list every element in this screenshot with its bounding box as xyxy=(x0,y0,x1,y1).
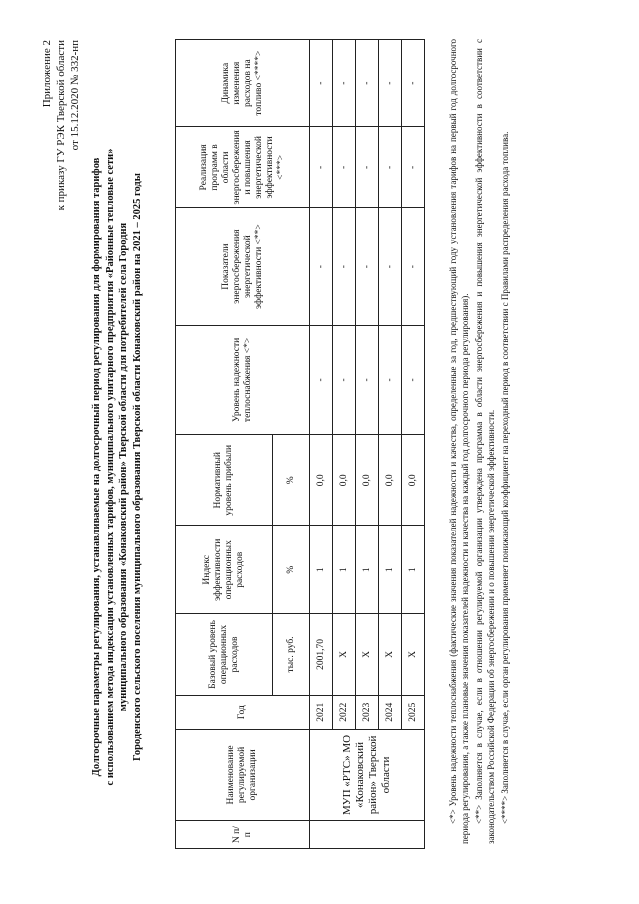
cell-profit: 0,0 xyxy=(310,435,333,526)
cell-year: 2021 xyxy=(310,695,333,729)
cell-reliability: - xyxy=(402,325,425,434)
cell-profit: 0,0 xyxy=(356,435,379,526)
cell-fuel: - xyxy=(310,40,333,127)
cell-org-name: МУП «РТС» МО «Конаковский район» Тверской области xyxy=(310,729,425,821)
header-year: Год xyxy=(176,695,310,729)
title-line: муниципального образования «Конаковский район» Тверской области для потребителей села Городня xyxy=(118,222,129,712)
cell-base: 2001,70 xyxy=(310,614,333,696)
cell-base: Х xyxy=(333,614,356,696)
cell-fuel: - xyxy=(379,40,402,127)
cell-index: 1 xyxy=(402,526,425,614)
header-program: Реализация программ в области энергосбережения и повышения энергетической эффективности <***> xyxy=(176,127,310,208)
cell-year: 2022 xyxy=(333,695,356,729)
header-base: Базовый уровень операционных расходов xyxy=(176,614,273,696)
header-reliability: Уровень надежности теплоснабжения <*> xyxy=(176,325,310,434)
table-header-row xyxy=(176,40,273,849)
cell-energy: - xyxy=(356,208,379,325)
cell-program: - xyxy=(356,127,379,208)
table-row xyxy=(356,40,379,849)
cell-reliability: - xyxy=(333,325,356,434)
cell-energy: - xyxy=(402,208,425,325)
appendix-line: Приложение 2 xyxy=(41,40,53,108)
document-title xyxy=(90,110,144,824)
header-index: Индекс эффективности операционных расходов xyxy=(176,526,273,614)
cell-index: 1 xyxy=(356,526,379,614)
title-line: Городенского сельского поселения муниципального образования Тверской области Конаковский район на 2021 – 2025 годы xyxy=(131,173,143,761)
cell-base: Х xyxy=(402,614,425,696)
cell-index: 1 xyxy=(333,526,356,614)
cell-program: - xyxy=(310,127,333,208)
header-energy: Показатели энергосбережения энергетической эффективности <**> xyxy=(176,208,310,325)
cell-reliability: - xyxy=(379,325,402,434)
cell-year: 2023 xyxy=(356,695,379,729)
cell-year: 2025 xyxy=(402,695,425,729)
cell-base: Х xyxy=(356,614,379,696)
appendix-block xyxy=(40,40,82,280)
footnote: <****> Заполняется в случае, если орган регулирования применяет понижающий коэффициент на переходный период в соответствии с Правилами распределения расхода топлива. xyxy=(500,131,510,824)
footnote: <**> Заполняется в случае, если в отношении регулируемой организации утверждена программа в области энергосбережения и повышения энергетической эффективности в соответствии с законодательством Российской Федерации об энергосбережении и о повышении энергетической эффективности. xyxy=(474,39,496,844)
cell-year: 2024 xyxy=(379,695,402,729)
unit-index: % xyxy=(273,526,310,614)
cell-energy: - xyxy=(310,208,333,325)
table-row xyxy=(333,40,356,849)
header-org: Наименование регулируемой организации xyxy=(176,729,310,821)
cell-profit: 0,0 xyxy=(333,435,356,526)
title-line: с использованием метода индексации установленных тарифов, муниципального унитарного предприятия «Районные тепловые сети» xyxy=(104,148,116,786)
cell-reliability: - xyxy=(356,325,379,434)
cell-index: 1 xyxy=(379,526,402,614)
table-row xyxy=(402,40,425,849)
footnotes xyxy=(448,39,515,844)
header-profit: Нормативный уровень прибыли xyxy=(176,435,273,526)
header-fuel: Динамика изменения расходов на топливо <****> xyxy=(176,40,310,127)
footnote: <*> Уровень надежности теплоснабжения (фактические значения показателей надежности и качества, определенные за год, предшествующий году установления тарифов на первый год долгосрочного периода регулирования, а также плановые значения показателей надежности и качества на каждый год долгосрочного периода регулирования). xyxy=(448,39,470,844)
cell-num xyxy=(310,821,425,849)
cell-profit: 0,0 xyxy=(402,435,425,526)
appendix-line: от 15.12.2020 № 332-нп xyxy=(69,40,81,151)
cell-program: - xyxy=(379,127,402,208)
unit-profit: % xyxy=(273,435,310,526)
cell-energy: - xyxy=(333,208,356,325)
table-row xyxy=(379,40,402,849)
cell-program: - xyxy=(402,127,425,208)
title-line: Долгосрочные параметры регулирования, устанавливаемые на долгосрочный период регулирования для формирования тарифов xyxy=(91,157,102,777)
cell-profit: 0,0 xyxy=(379,435,402,526)
cell-fuel: - xyxy=(333,40,356,127)
header-num: N п/п xyxy=(176,821,310,849)
appendix-line: к приказу ГУ РЭК Тверской области xyxy=(55,40,67,211)
cell-fuel: - xyxy=(356,40,379,127)
cell-fuel: - xyxy=(402,40,425,127)
cell-index: 1 xyxy=(310,526,333,614)
cell-reliability: - xyxy=(310,325,333,434)
unit-base: тыс. руб. xyxy=(273,614,310,696)
cell-energy: - xyxy=(379,208,402,325)
parameters-table xyxy=(175,39,425,849)
cell-program: - xyxy=(333,127,356,208)
cell-base: Х xyxy=(379,614,402,696)
table-row xyxy=(310,40,333,849)
